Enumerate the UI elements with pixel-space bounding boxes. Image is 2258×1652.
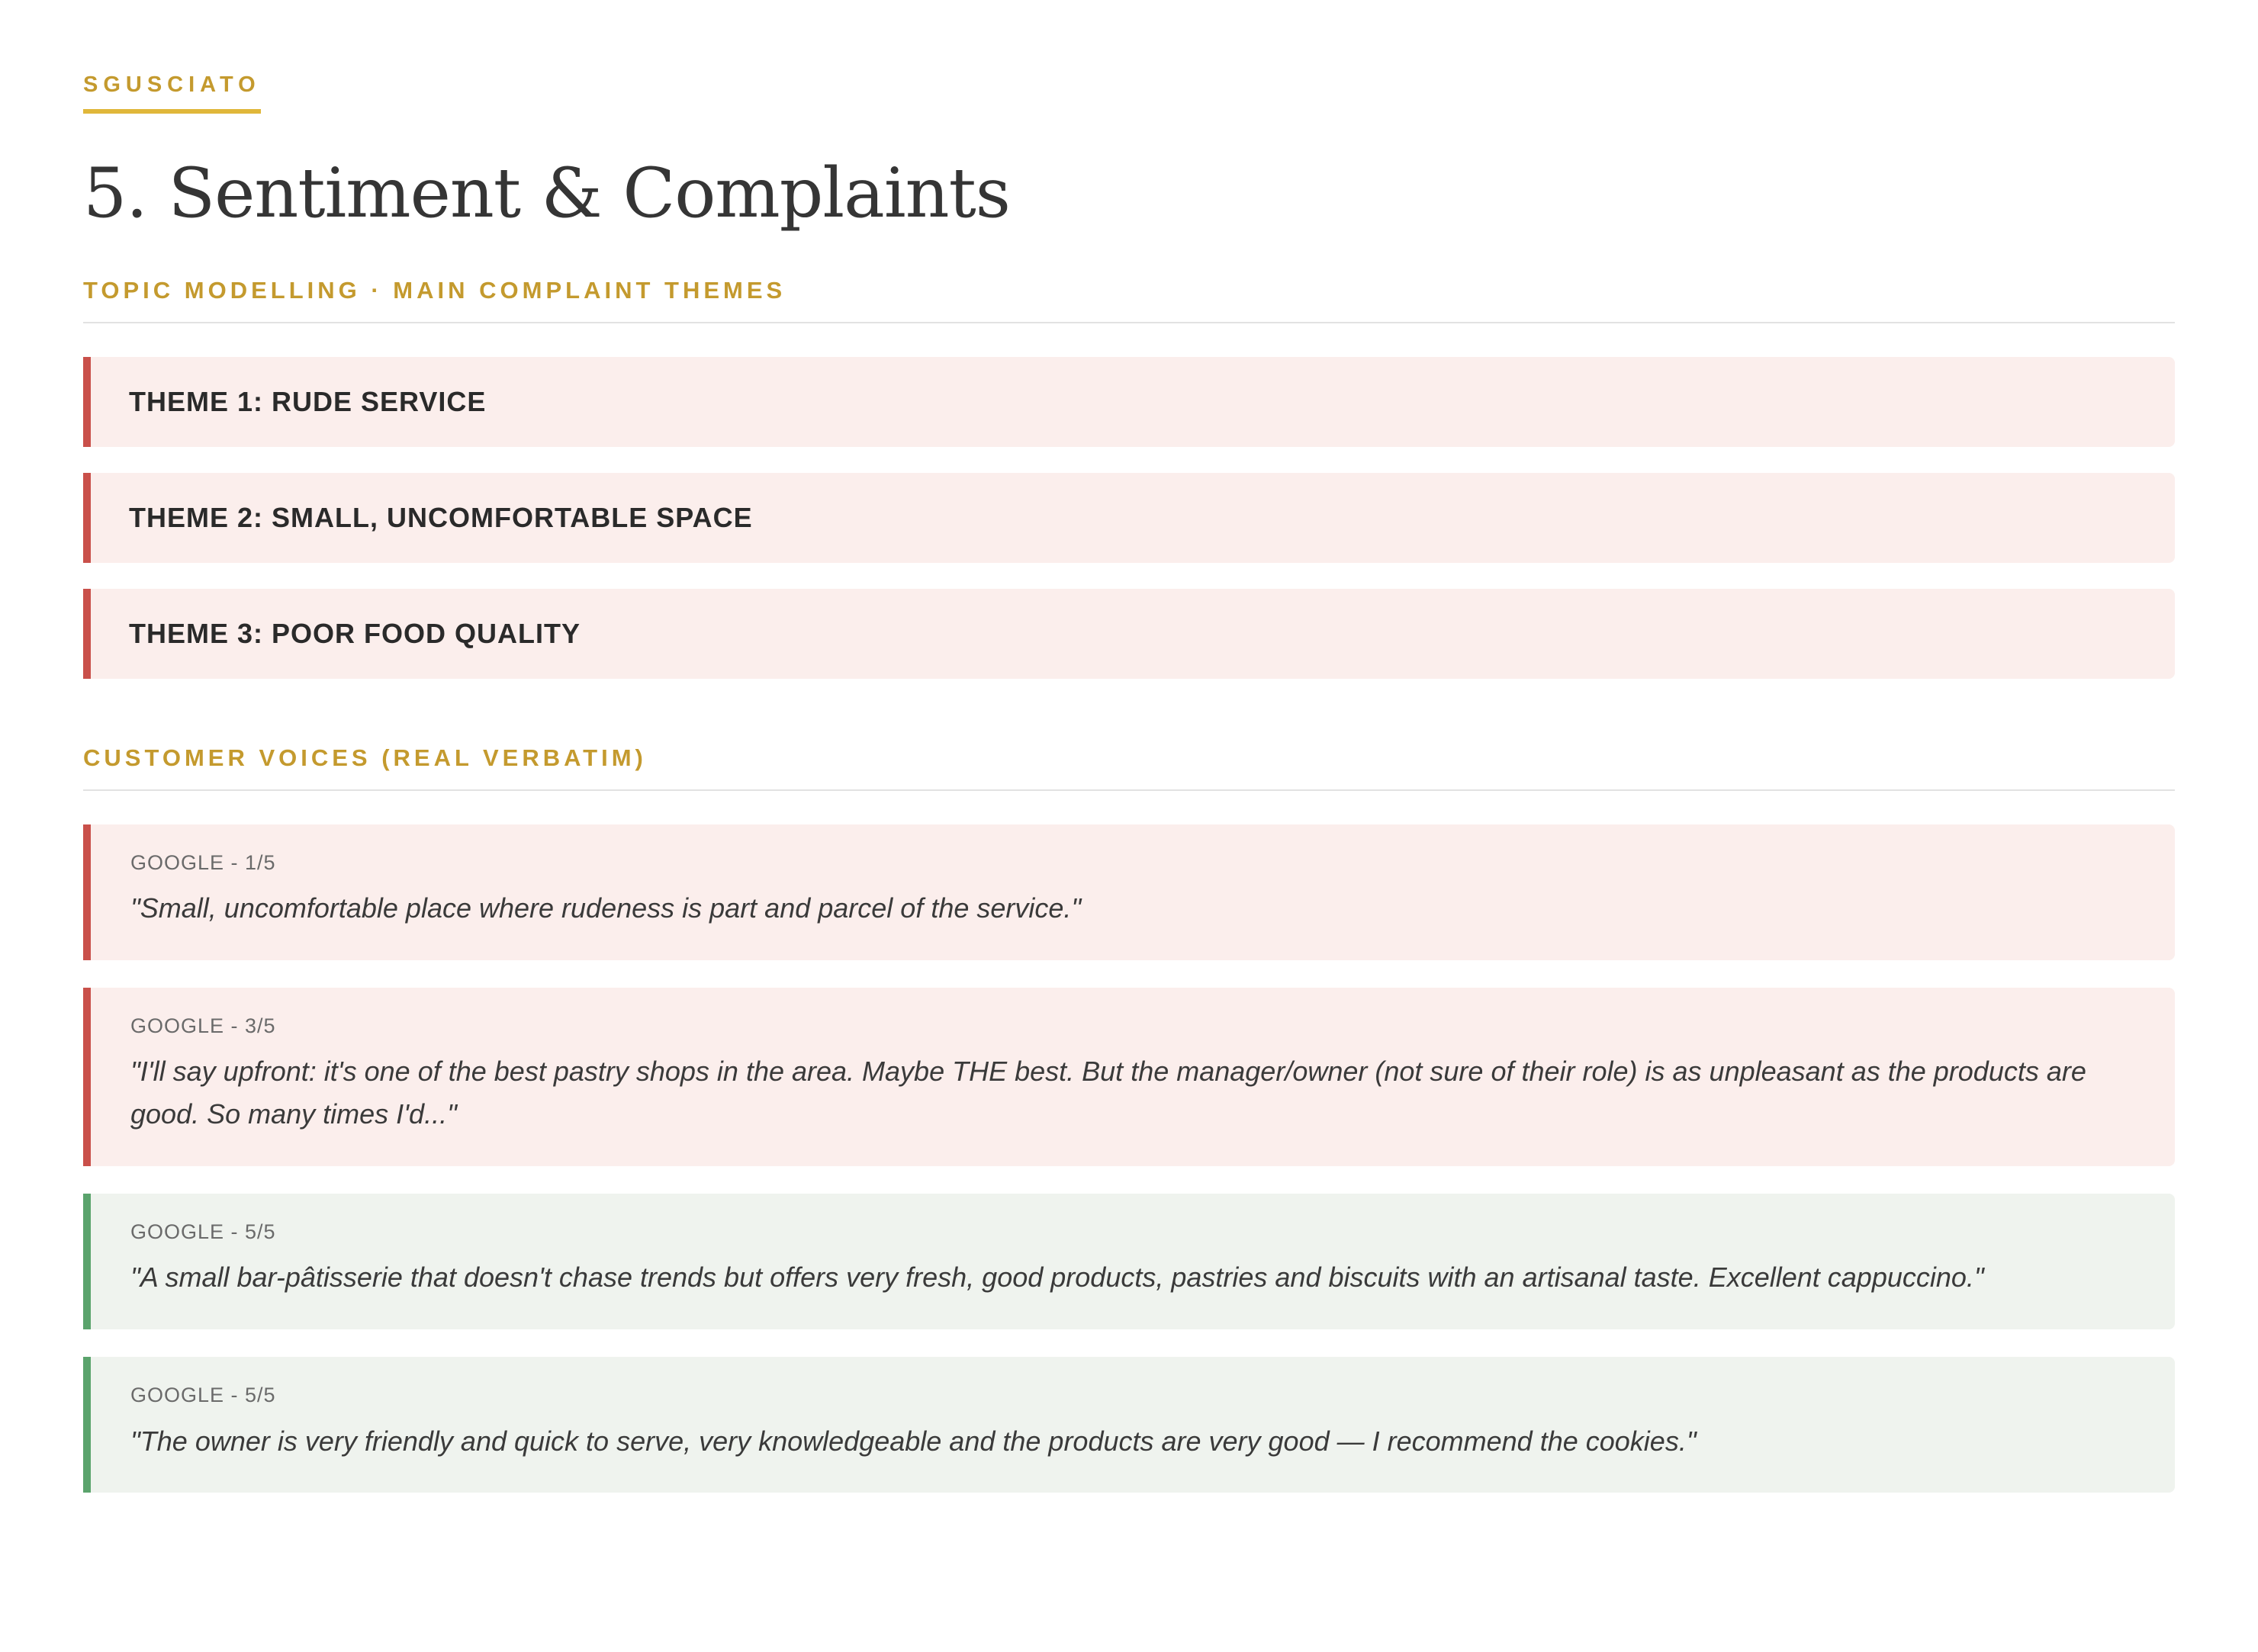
quote-source: GOOGLE - 5/5	[130, 1384, 276, 1407]
page-title: 5. Sentiment & Complaints	[83, 153, 1010, 233]
quote-text: "Small, uncomfortable place where rudeness is part and parcel of the service."	[130, 892, 1082, 924]
customer-quote-list	[83, 824, 2175, 1493]
brand-label: SGUSCIATO	[83, 72, 261, 114]
theme-card-3	[83, 589, 2175, 679]
quote-text: "I'll say upfront: it's one of the best pastry shops in the area. Maybe THE best. But the manager/owner (not sure of their role) is as unpleasant as the products are good. So many times I'd..."	[130, 1056, 2086, 1130]
complaint-theme-list	[83, 357, 2175, 679]
theme-card-2	[83, 473, 2175, 563]
quote-card-positive	[83, 1194, 2175, 1329]
quote-source: GOOGLE - 3/5	[130, 1014, 276, 1037]
topics-section-heading: TOPIC MODELLING · MAIN COMPLAINT THEMES	[83, 278, 2175, 323]
theme-title: THEME 3: POOR FOOD QUALITY	[129, 617, 581, 649]
quote-card-negative	[83, 988, 2175, 1166]
theme-card-1	[83, 357, 2175, 447]
quote-source: GOOGLE - 1/5	[130, 850, 276, 874]
theme-title: THEME 2: SMALL, UNCOMFORTABLE SPACE	[129, 501, 753, 533]
quote-text: "A small bar-pâtisserie that doesn't chase trends but offers very fresh, good products, pastries and biscuits with an artisanal taste. Excellent cappuccino."	[130, 1261, 1984, 1294]
voices-section-heading: CUSTOMER VOICES (REAL VERBATIM)	[83, 746, 2175, 791]
theme-title: THEME 1: RUDE SERVICE	[129, 385, 487, 417]
quote-source: GOOGLE - 5/5	[130, 1220, 276, 1243]
quote-card-positive	[83, 1357, 2175, 1493]
quote-card-negative	[83, 824, 2175, 960]
quote-text: "The owner is very friendly and quick to serve, very knowledgeable and the products are very good — I recommend the cookies."	[130, 1425, 1697, 1457]
